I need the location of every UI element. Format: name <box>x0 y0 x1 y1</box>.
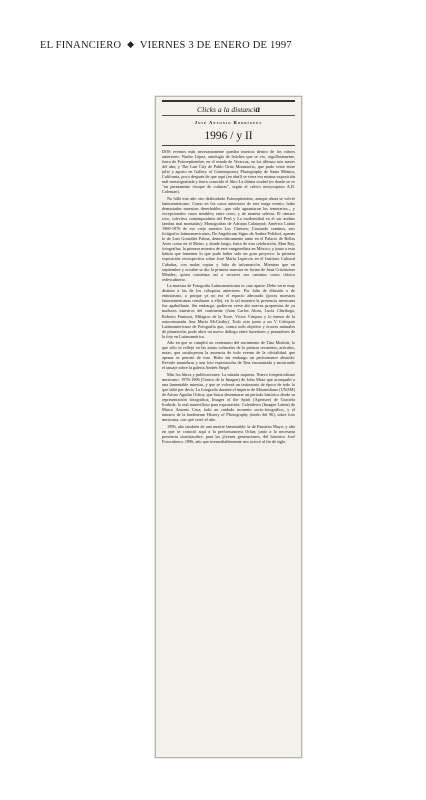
section-title-text: Clicks a la distanci <box>197 105 256 114</box>
article-paragraph: DOS eventos más necesariamente quedan insertos dentro de los rubros anteriores: Nacho López, antología de fetiches que se vio, orgullosamente, fuera de Fotoseptiembre, en el estado de Veracruz, en los últimos seis meses del año; y The Last City de Pablo Ortiz Monasterio, que pudo verse entre julio y agosto en Gallery of Contemporary Photography de Santa Mónica, California, poco después de que aquí (en abril) se viera esa misma exposición mal museografiada y fuera conocido el libro La última ciudad (es donde se ve "un permanente choque de culturas", según el crítico neoyorquino A.D. Coleman). <box>162 149 295 195</box>
article-headline: 1996 / y II <box>204 130 253 142</box>
article-byline: José Antonio Rodríguez <box>194 120 263 125</box>
article-paragraph: Año en que se cumplió un centenario del nacimiento de Tina Modotti, lo que sólo se reflejó en las zonas culturales de la prensar recuentos, artículos, notas, que sustituyeron la ausencia de todo evento de la oficialidad, que apenas se percató de esto. Hubo sin embargo un performance absurdo: Revarle maniobras y una foto espectacular de Tina encaramada y mostrando el tatuaje sobre la galería Andrés Siegel. <box>162 340 295 371</box>
article-paragraph: 1996, año también de una muerte lamentable: la de Faustino Mayo; y año en que se conoció aquí a la performancera Orlan; junto a la necesaria presencia sionistasobre, para las jóvenes generaciones, del histórico José Fotocubrero. 1996, año que irremediablemente nos acercó al fin de siglo. <box>162 423 295 445</box>
newspaper-name: EL FINANCIERO <box>40 40 122 51</box>
article-paragraph: No falló este año otro desbordado Fotoseptiembre, aunque ahora se volvió latinoamericano. Como en los casos anteriores de este mega evento, hubo demasiadas muestras desechables –que sólo aguantaron los temerarios–, y excepcionales casos notables; entre otros, y de manera selecta: El cántaro roto, colectiva contemporánea del Perú y La modernidad en el sur andino (ambas mal montadas); Monografías de Adriana Calatayud; América Latina 1960-1976 de ese viejo maestro Luc Chessex; Cruzando caminos, seis fotógrafos latinoamericanos; De Angelorum Signo de Ambra Polidori; apenas lo de Luis González Palma, democráticamente tanto en el Palacio de Bellas Artes como en el Metro; y donde luego, fuera de esta celebración, Man Ray, fotografías, la primera muestra de este vanguardista en México; y junto a esto habría que lamentar lo que pudo haber sido un gran proyecto: la primera exposición retrospectiva sobre José María Lupercio en el Instituto Cultural Cabañas, con malas copias y falta de información. Mientras que en septiembre y octubre se dio la primera muestra en forma de Juan Crisóstomo Méndez, quien comienza así a recorrer sus caminos como clásico redescubierto. <box>162 195 295 282</box>
diamond-separator-icon: ◆ <box>127 40 135 49</box>
article-paragraph: La muestra de Fotografía Latinoamericana es caso aparte. Debe verse muy distinta a las de los coloquios anteriores. Por falta de difusión o de entusiasmo, o porque ya no era el espacio adecuado (pocas muestras latinoamericanas resultaron a ella), en lo tal muestra la presencia mexicana fue apabullante. Sin embargo, pudieron verse ahí nuevas propuestas de ya maduros maestros del continente (Juan Carlos Alom, Lucía Chiriboga, Roberto Fantozzi, Milagros de la Torre, Víctor Vásquez y lo menor de la autocensurada Ana María McCarthy). Todo esto junto a un V Coloquio Latinoamericano de Fotografía que, contra todo objetivo y errores naturales de planeación, pudo abrir un nuevo diálogo entre hacedores y pensadores de la foto en Latinoamérica. <box>162 283 295 339</box>
newspaper-clipping <box>155 96 302 758</box>
newspaper-masthead <box>40 40 386 51</box>
column-section-title <box>162 100 295 116</box>
article-body <box>162 149 295 444</box>
issue-date: VIERNES 3 DE ENERO DE 1997 <box>139 40 292 51</box>
section-title-last-letter: a <box>255 104 260 114</box>
headline-rule <box>162 145 295 146</box>
article-paragraph: Más los libros y publicaciones: La mirada inquieta. Nuevo fotoperiodismo mexicano: 1976-1996 (Centro de la Imagen) de John Mraz que acompañó a una lamentable muestra, y que se volverá un testimonio de época de todo lo que faltó por decir; La fotografía durante el imperio de Maximiliano (UNAM) de Arturo Aguilar Ochoa, que busca desenmarar un período histórico desde su representación fotográfica; Images of the Spirit (Aperture) de Graciela Iturbide, lo real maravilloso para exportación; Cafetaleros (Imagen Latina) de Marco Antonio Cruz, todo un cuidado recuento socio-fotográfico, y el número de la londinense History of Photography (otoño del 96), sobre foto mexicana, con qué cerró el año. <box>162 372 296 423</box>
